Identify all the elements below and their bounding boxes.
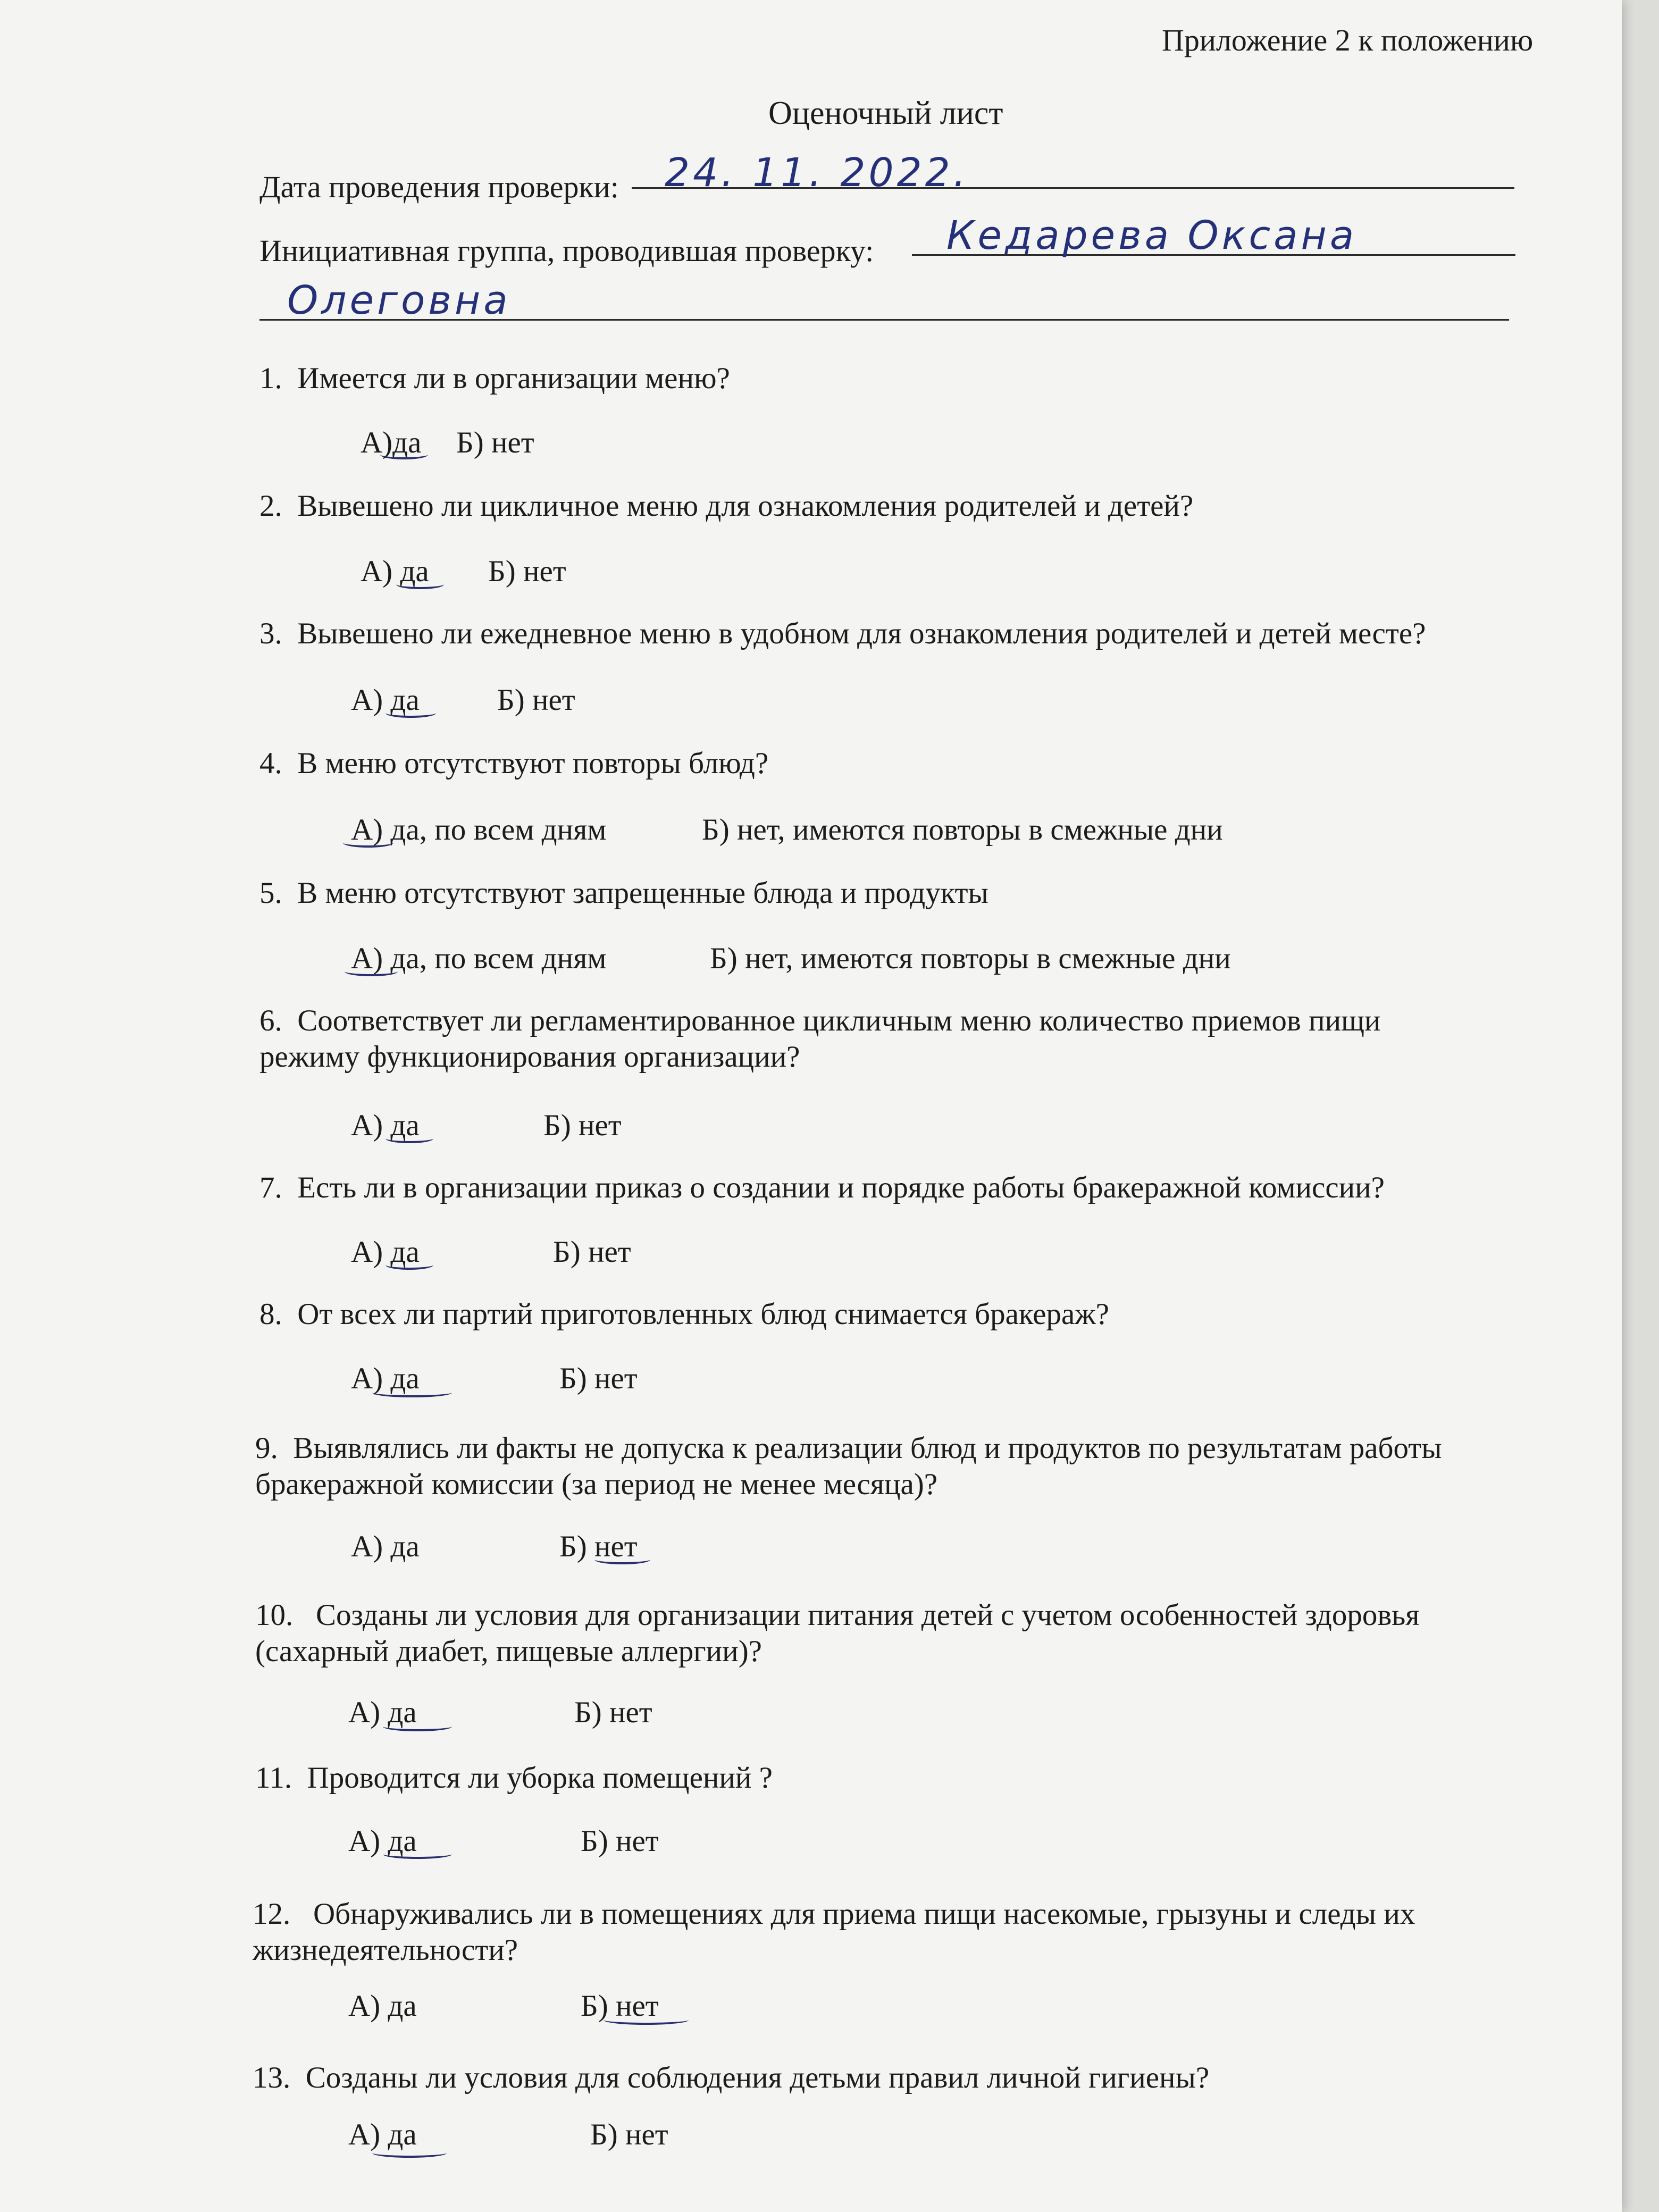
underline-mark <box>343 838 393 848</box>
question-text-continued: бракеражной комиссии (за период не менее месяца)? <box>255 1468 938 1501</box>
answer-a[interactable]: А) да, по всем дням <box>351 942 607 975</box>
question-1 <box>259 361 730 397</box>
question-text: В меню отсутствуют повторы блюд? <box>297 747 769 780</box>
underline-mark <box>372 2148 447 2158</box>
underline-mark <box>386 1260 433 1270</box>
question-number: 6. <box>259 1004 282 1037</box>
underline-mark <box>604 2015 689 2025</box>
question-3 <box>259 616 1426 652</box>
answer-a[interactable]: А) да, по всем дням <box>351 813 607 847</box>
question-2 <box>259 488 1193 524</box>
document-title: Оценочный лист <box>768 95 1003 131</box>
answer-a[interactable]: А) да <box>348 1989 417 2023</box>
question-text-continued: жизнедеятельности? <box>253 1933 518 1967</box>
underline-mark <box>386 1134 433 1143</box>
answer-b[interactable]: Б) нет, имеются повторы в смежные дни <box>702 813 1223 847</box>
group-handwritten-line2: Олеговна <box>287 278 511 323</box>
question-text: Есть ли в организации приказ о создании и порядке работы бракеражной комиссии? <box>297 1171 1385 1204</box>
question-text-continued: режиму функционирования организации? <box>259 1040 800 1074</box>
date-label: Дата проведения проверки: <box>259 170 619 204</box>
question-number: 4. <box>259 747 282 780</box>
answer-a[interactable]: А) да <box>348 1696 417 1729</box>
underline-mark <box>345 967 398 976</box>
question-number: 7. <box>259 1171 282 1204</box>
answer-a[interactable]: А) да <box>351 683 420 717</box>
answer-b[interactable]: Б) нет <box>559 1530 638 1563</box>
question-8 <box>259 1296 1109 1333</box>
question-text: Созданы ли условия для организации питания детей с учетом особенностей здоровья <box>316 1598 1420 1632</box>
question-11 <box>255 1760 773 1796</box>
answer-a[interactable]: А) да <box>348 1824 417 1858</box>
answer-a[interactable]: А) да <box>351 1235 420 1269</box>
answer-a[interactable]: А) да <box>351 1530 420 1563</box>
question-13 <box>253 2060 1209 2096</box>
answer-b[interactable]: Б) нет <box>559 1362 638 1395</box>
attachment-note: Приложение 2 к положению <box>1162 23 1534 57</box>
answer-b[interactable]: Б) нет <box>543 1109 622 1142</box>
question-10 <box>255 1597 1420 1670</box>
underline-mark <box>372 1388 452 1397</box>
question-text: Обнаруживались ли в помещениях для приема пищи насекомые, грызуны и следы их <box>313 1897 1415 1931</box>
question-text: Проводится ли уборка помещений ? <box>307 1761 773 1795</box>
question-text: Вывешено ли ежедневное меню в удобном для ознакомления родителей и детей месте? <box>297 617 1426 650</box>
question-12 <box>253 1896 1415 1968</box>
question-number: 12. <box>253 1897 291 1931</box>
question-number: 13. <box>253 2061 291 2094</box>
underline-mark <box>380 450 428 459</box>
question-number: 8. <box>259 1297 282 1331</box>
answer-b[interactable]: Б) нет, имеются повторы в смежные дни <box>710 942 1231 975</box>
answer-a[interactable]: А) да <box>351 1362 420 1395</box>
question-7 <box>259 1170 1385 1206</box>
question-number: 2. <box>259 489 282 523</box>
question-text: Вывешено ли цикличное меню для ознакомления родителей и детей? <box>297 489 1194 523</box>
underline-mark <box>594 1555 650 1564</box>
answer-b[interactable]: Б) нет <box>553 1235 631 1269</box>
underline-mark <box>386 708 436 718</box>
question-text: Соответствует ли регламентированное цикличным меню количество приемов пищи <box>297 1004 1381 1037</box>
answer-a[interactable]: А) да <box>351 1109 420 1142</box>
question-text: В меню отсутствуют запрещенные блюда и продукты <box>297 876 988 910</box>
answer-a[interactable]: А) да <box>348 2118 417 2151</box>
answer-b[interactable]: Б) нет <box>590 2118 668 2151</box>
question-number: 9. <box>255 1431 278 1465</box>
question-number: 1. <box>259 362 282 395</box>
question-number: 3. <box>259 617 282 650</box>
question-text: От всех ли партий приготовленных блюд снимается бракераж? <box>297 1297 1109 1331</box>
question-text-continued: (сахарный диабет, пищевые аллергии)? <box>255 1635 762 1668</box>
answer-a[interactable]: А)да <box>361 426 422 459</box>
group-label: Инициативная группа, проводившая проверку: <box>259 233 874 268</box>
question-number: 5. <box>259 876 282 910</box>
answer-b[interactable]: Б) нет <box>488 555 566 588</box>
answer-b[interactable]: Б) нет <box>581 1824 659 1858</box>
underline-mark <box>383 1849 452 1859</box>
question-text: Имеется ли в организации меню? <box>297 362 730 395</box>
question-number: 11. <box>255 1761 292 1795</box>
underline-mark <box>383 1722 452 1731</box>
question-9 <box>255 1430 1442 1503</box>
underline-mark <box>396 580 444 589</box>
answer-b[interactable]: Б) нет <box>574 1696 652 1729</box>
answer-b[interactable]: Б) нет <box>456 426 534 459</box>
question-number: 10. <box>255 1598 294 1632</box>
answer-b[interactable]: Б) нет <box>581 1989 659 2023</box>
question-5 <box>259 875 988 911</box>
group-handwritten-line1: Кедарева Оксана <box>946 213 1358 258</box>
question-text: Созданы ли условия для соблюдения детьми правил личной гигиены? <box>305 2061 1210 2094</box>
date-handwritten-value: 24. 11. 2022. <box>665 150 969 196</box>
question-text: Выявлялись ли факты не допуска к реализации блюд и продуктов по результатам работы <box>293 1431 1442 1465</box>
question-6 <box>259 1003 1380 1075</box>
answer-b[interactable]: Б) нет <box>497 683 575 717</box>
answer-a[interactable]: А) да <box>361 555 429 588</box>
question-4 <box>259 745 768 782</box>
